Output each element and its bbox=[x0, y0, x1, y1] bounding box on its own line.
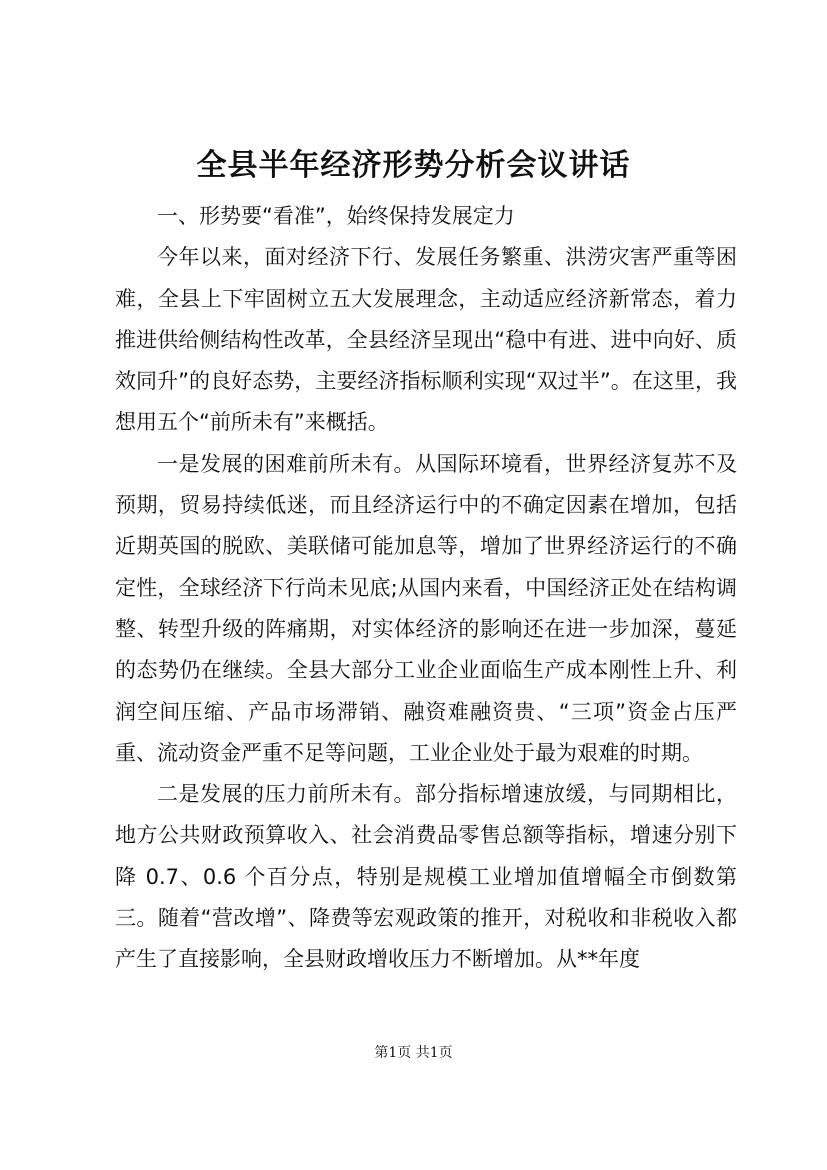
page-footer: 第1页 共1页 bbox=[374, 1045, 453, 1061]
body-paragraph: 今年以来，面对经济下行、发展任务繁重、洪涝灾害严重等困难，全县上下牢固树立五大发展理念，主动适应经济新常态，着力推进供给侧结构性改革，全县经济呈现出“稳中有进、进中向好、质效同升”的良好态势，主要经济指标顺利实现“双过半”。在这里，我想用五个“前所未有”来概括。 bbox=[115, 245, 737, 435]
document-body bbox=[115, 196, 737, 981]
body-paragraph: 一是发展的困难前所未有。从国际环境看，世界经济复苏不及预期，贸易持续低迷，而且经济运行中的不确定因素在增加，包括近期英国的脱欧、美联储可能加息等，增加了世界经济运行的不确定性，全球经济下行尚未见底;从国内来看，中国经济正处在结构调整、转型升级的阵痛期，对实体经济的影响还在进一步加深，蔓延的态势仍在继续。全县大部分工业企业面临生产成本刚性上升、利润空间压缩、产品市场滞销、融资难融资贵、“三项”资金占压严重、流动资金严重不足等问题，工业企业处于最为艰难的时期。 bbox=[115, 451, 737, 765]
body-paragraph: 二是发展的压力前所未有。部分指标增速放缓，与同期相比，地方公共财政预算收入、社会消费品零售总额等指标，增速分别下降 0.7、0.6 个百分点，特别是规模工业增加值增幅全市倒数第三。随着“营改增”、降费等宏观政策的推开，对税收和非税收入都产生了直接影响，全县财政增收压力不断增加。从**年度 bbox=[115, 782, 737, 972]
document-title: 全县半年经济形势分析会议讲话 bbox=[196, 148, 631, 183]
section-heading: 一、形势要“看准”，始终保持发展定力 bbox=[157, 204, 515, 228]
